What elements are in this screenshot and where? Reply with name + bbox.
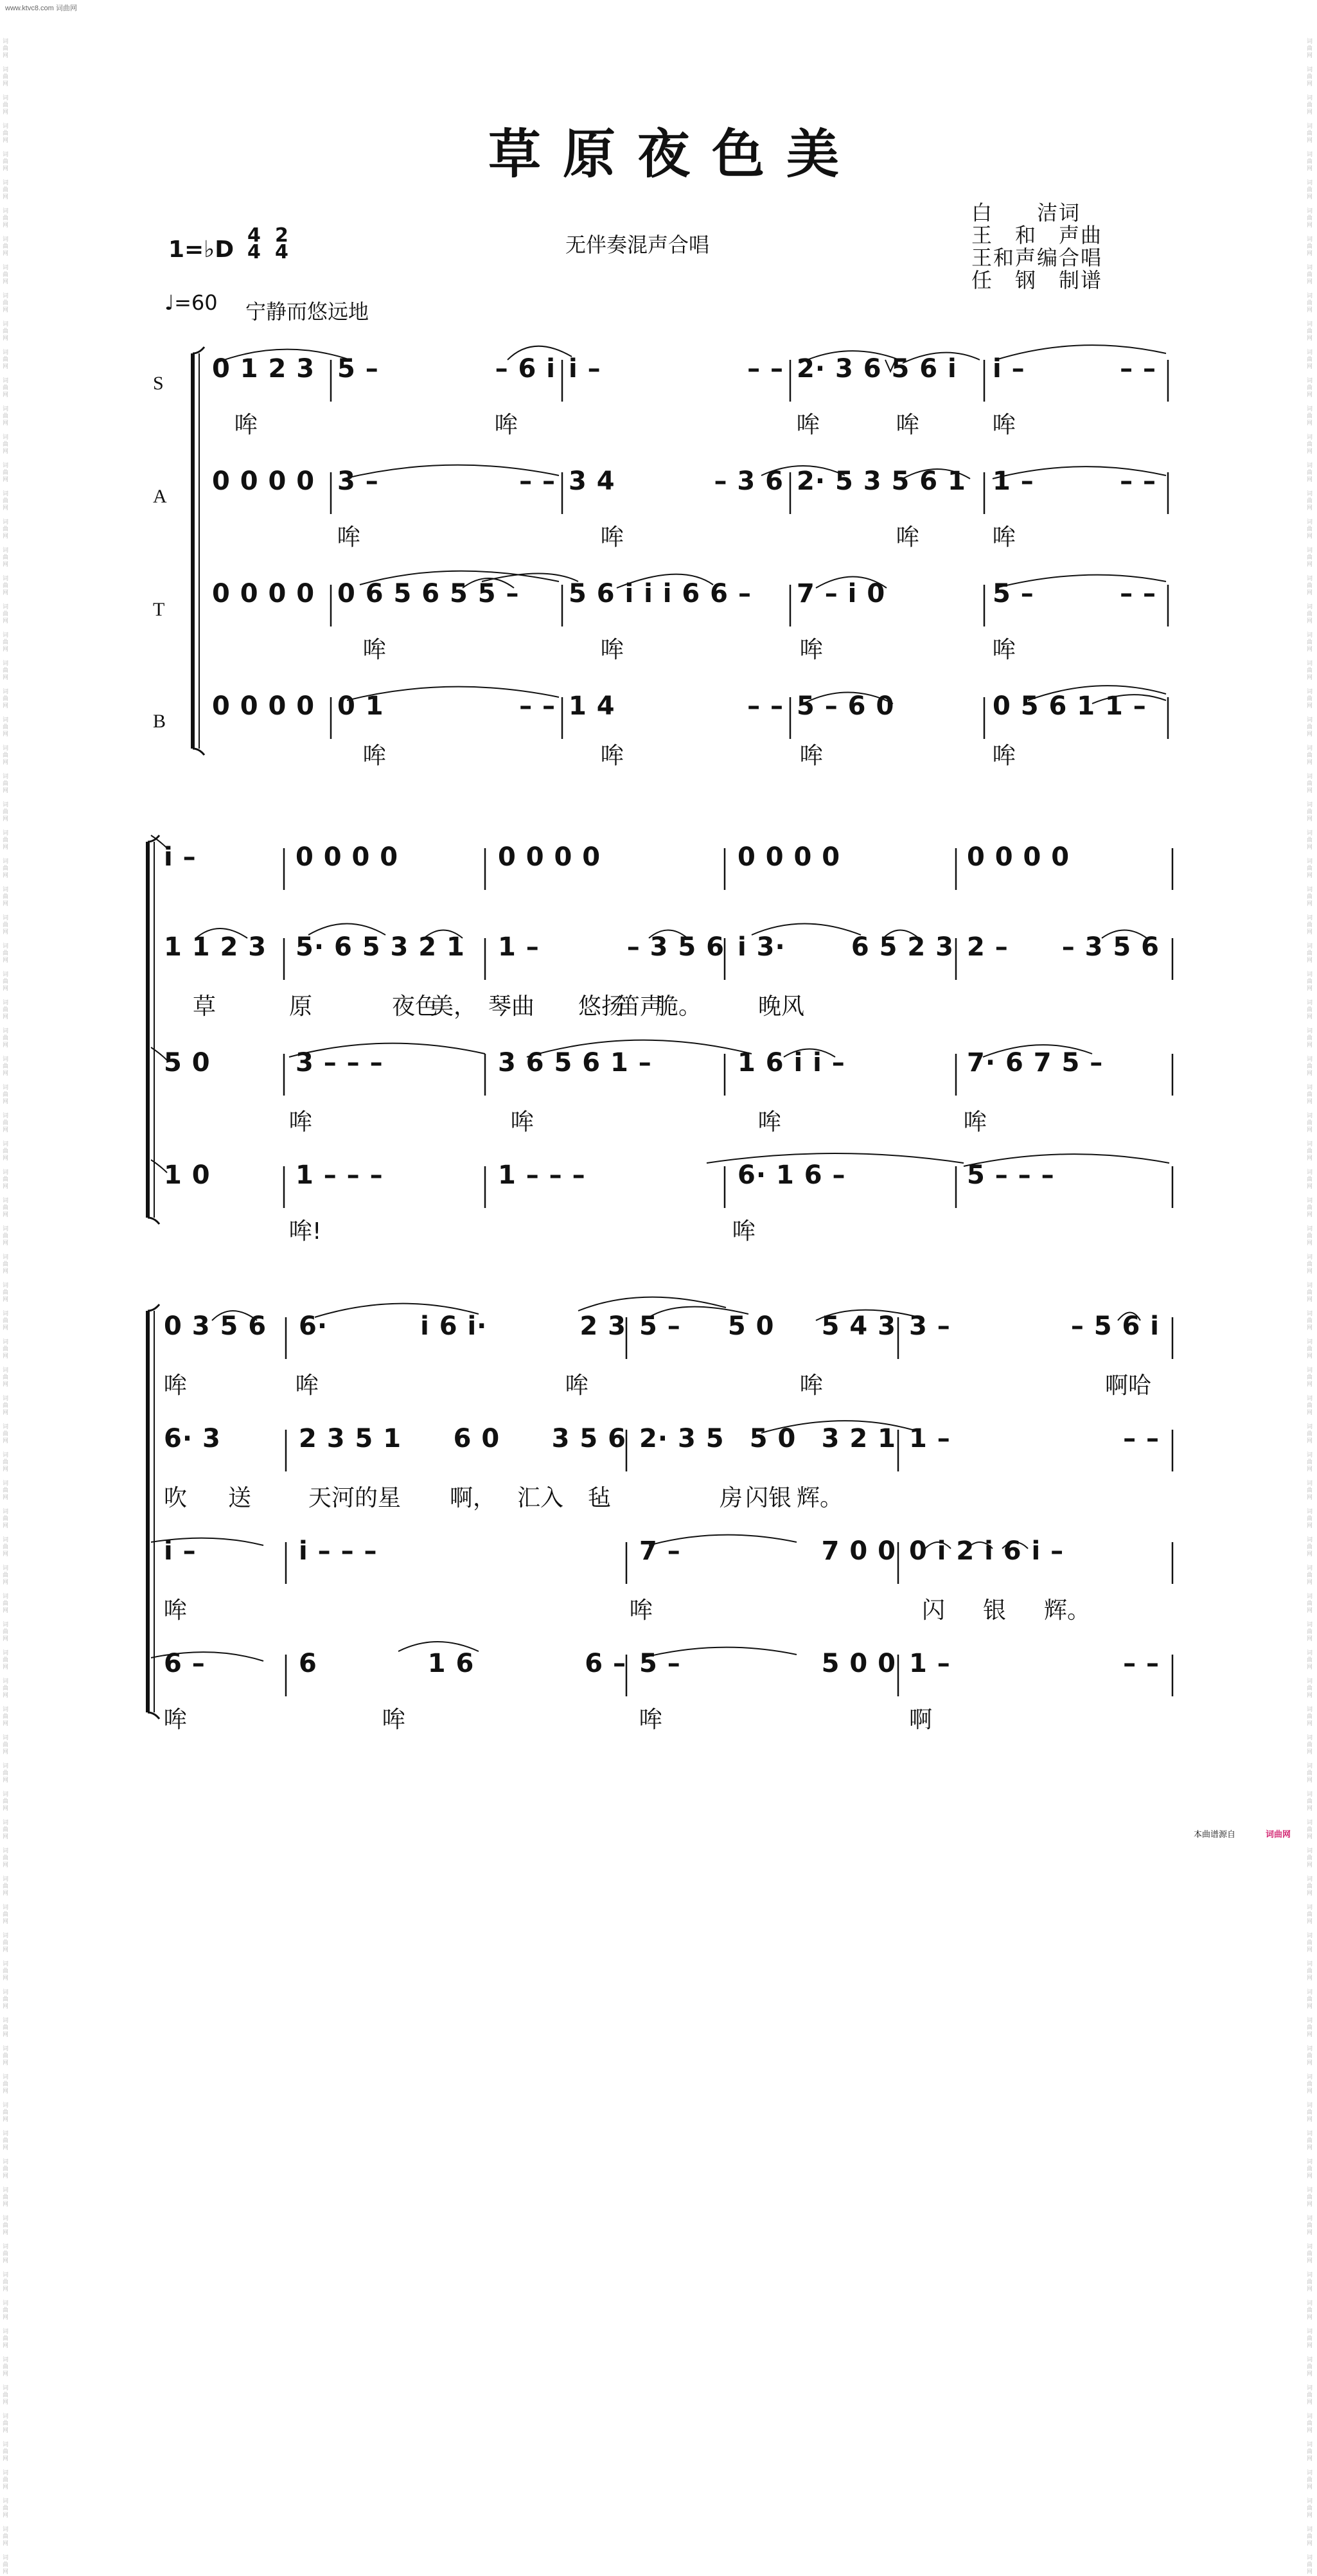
left-edge-watermark: 词 曲 网 词 曲 网 词 曲 网 词 曲 网 词 曲 网 词 曲 网 词 曲 网 词 曲 网 词 曲 网 词 曲 网 词 曲 网 词 曲 网 词 曲 网 词 曲 网 词 曲 网 词 曲 网 词 曲 网 词 曲 网 词 曲 网 词 曲 网 词 曲 网 词 曲 网 词 曲 网 词 曲 网 词 曲 网 词 曲 网 词 曲 网 词 曲 网 词 曲 网 词 曲 网 词 曲 网 词 曲 网 词 曲 网 词 曲 网 词 曲 网 词 曲 网 词 曲 网 词 曲 网 词 曲 网 词 曲 网 词 曲 网 词 曲 网 词 曲 网 词 曲 网 词 曲 网 词 曲 网 词 曲 网 词 曲 网 词 曲 网 词 曲 网 词 曲 网 词 曲 网 词 曲 网 词 曲 网 词 曲 网 词 曲 网 词 曲 网 词 曲 网 词 曲 网 词 曲 网 词 曲 网 词 曲 网 词 曲 网 词 曲 网 词 曲 网 词 曲 网 词 曲 网 词 曲 网 词 曲 网 词 曲 网 词 曲 网 词 曲 网 词 曲 网 词 曲 网 词 曲 网 词 曲 网 词 曲 网 词 曲 网 词 曲 网 词 曲 网 词 曲 网 词 曲 网 词 曲 网 词 曲 网 词 曲 网 词 曲 网 词 曲 网 词 曲 网 词 曲 网 词 曲 网 <box>3 39 9 2575</box>
lyric-syllable: 哞 <box>601 637 624 663</box>
lyric-syllable: 哞 <box>732 1218 756 1245</box>
lyric-syllable: 哞 <box>382 1707 406 1733</box>
lyric-syllable: 哞 <box>800 637 824 663</box>
system-3-row-1-measure-3 <box>639 1311 896 1341</box>
note-group: i 6 i· <box>420 1311 488 1341</box>
note-group: 1 6 i i – <box>738 1048 845 1078</box>
note-group: 5 0 <box>164 1048 211 1078</box>
system-3-row-3-measure-4 <box>909 1536 1160 1566</box>
system-3-row-3-measure-2 <box>299 1536 626 1566</box>
lyric-syllable: 哞 <box>234 412 258 438</box>
note-group: 5 – <box>337 354 379 384</box>
lyric-syllable: 脆。 <box>655 993 702 1020</box>
note-group: i – <box>164 1536 197 1566</box>
note-group: 3 – – – <box>296 1048 384 1078</box>
note-group: 7 0 0 <box>821 1536 896 1566</box>
system-2-row-1-measure-4 <box>738 842 954 872</box>
lyric-syllable: 哞 <box>639 1707 663 1733</box>
system-2-row-1-measure-2 <box>296 842 485 872</box>
note-group: 0 0 0 0 <box>212 691 315 721</box>
note-group: 0 1 2 3 <box>212 354 315 384</box>
system-2-row-2-measure-4 <box>738 932 954 962</box>
note-group: 5 – <box>993 579 1034 608</box>
system-1-row-1-measure-5 <box>993 354 1156 384</box>
note-group: 2 3 <box>579 1311 626 1341</box>
note-group: 1 – – – <box>296 1160 384 1190</box>
lyric-syllable: 笛声 <box>617 993 664 1020</box>
lyric-syllable: 哞 <box>164 1597 188 1624</box>
lyric-syllable: 哞 <box>630 1597 653 1624</box>
note-group: 6· <box>299 1311 328 1341</box>
system-1-row-3-measure-4 <box>797 579 980 608</box>
lyric-syllable: 辉。 <box>797 1485 844 1511</box>
note-group: 1 – <box>909 1424 951 1453</box>
note-group: – 3 5 6 <box>626 932 725 962</box>
note-group: 1 4 <box>569 691 615 721</box>
note-group: 5 6 i i i 6 6 – <box>569 579 752 608</box>
lyric-syllable: 闪银 <box>745 1485 792 1511</box>
note-group: 7· 6 7 5 – <box>967 1048 1104 1078</box>
lyric-syllable: 哞 <box>337 524 361 551</box>
note-group: 1 – <box>909 1649 951 1678</box>
time-signature-2-4: 2 4 <box>275 224 288 263</box>
credit-lyricist: 白 洁词 <box>971 200 1081 225</box>
lyric-syllable: 银 <box>983 1597 1007 1624</box>
note-group: 3 5 6 <box>551 1424 626 1453</box>
voice-label-tenor: T <box>153 599 165 620</box>
system-1-row-4-measure-3 <box>569 691 784 721</box>
lyric-syllable: 哞 <box>495 412 518 438</box>
note-group: 6 – <box>164 1649 206 1678</box>
note-group: – – <box>747 691 784 721</box>
lyric-syllable: 毡 <box>588 1485 612 1511</box>
lyric-syllable: 哞 <box>363 637 387 663</box>
expression-mark: 宁静而悠远地 <box>245 299 369 324</box>
system-2-row-2-measure-3 <box>498 932 725 962</box>
note-group: 2· 3 6 5 6 i <box>797 354 957 384</box>
note-group: – – <box>1120 579 1156 608</box>
note-group: 0 0 0 0 <box>212 579 315 608</box>
voice-label-bass: B <box>153 711 166 732</box>
note-group: 0 1 <box>337 691 384 721</box>
system-2-row-3-measure-1 <box>164 1048 283 1078</box>
note-group: 5 4 3 <box>821 1311 896 1341</box>
time-signature-4-4: 4 4 <box>247 224 261 263</box>
system-1-row-1-measure-4 <box>797 354 980 384</box>
note-group: i – <box>164 842 197 872</box>
lyric-syllable: 啊， <box>450 1485 497 1511</box>
lyric-syllable: 哞 <box>289 1109 313 1135</box>
system-1-row-2-measure-3 <box>569 466 784 496</box>
lyric-syllable: 啊哈 <box>1105 1372 1152 1399</box>
lyric-syllable: 哞 <box>601 743 624 769</box>
lyric-syllable: 吹 <box>164 1485 188 1511</box>
note-group: 7 – i 0 <box>797 579 886 608</box>
key-signature: 1=♭D <box>168 236 234 263</box>
lyric-syllable: 哞 <box>993 743 1016 769</box>
note-group: 6 5 2 3 <box>851 932 954 962</box>
note-group: 5 – – – <box>967 1160 1055 1190</box>
system-1-row-1-measure-3 <box>569 354 784 384</box>
note-group: 6 – <box>585 1649 626 1678</box>
note-group: 3 4 <box>569 466 615 496</box>
note-group: 3 6 5 6 1 – <box>498 1048 652 1078</box>
note-group: 6 0 <box>453 1424 500 1453</box>
lyric-syllable: 悠扬 <box>578 993 625 1020</box>
note-group: i 3· <box>738 932 786 962</box>
note-group: – 3 5 6 <box>1061 932 1160 962</box>
system-3-row-4-measure-3 <box>639 1649 896 1678</box>
system-2-row-2-measure-5 <box>967 932 1160 962</box>
lyric-syllable: 汇入 <box>517 1485 564 1511</box>
lyric-syllable: 哞 <box>800 1372 824 1399</box>
credit-engraver: 任 钢 制谱 <box>971 268 1103 292</box>
note-group: 2 3 5 1 <box>299 1424 402 1453</box>
voice-label-soprano: S <box>153 373 164 394</box>
tempo-mark: ♩=60 <box>164 290 218 315</box>
note-group: 0 0 0 0 <box>296 842 399 872</box>
lyric-syllable: 哞 <box>164 1372 188 1399</box>
system-3-row-2-measure-3 <box>639 1424 896 1453</box>
note-group: – 5 6 i <box>1070 1311 1160 1341</box>
lyric-syllable: 哞 <box>964 1109 987 1135</box>
system-3-row-4-measure-1 <box>164 1649 286 1678</box>
system-2-row-3-measure-5 <box>967 1048 1160 1078</box>
note-group: 5 0 0 <box>821 1649 896 1678</box>
note-group: i – <box>569 354 601 384</box>
system-3-row-4-measure-2 <box>299 1649 626 1678</box>
lyric-syllable: 哞 <box>565 1372 589 1399</box>
system-2-row-4-measure-4 <box>738 1160 954 1190</box>
note-group: 1 – <box>498 932 540 962</box>
note-group: – – <box>519 466 556 496</box>
system-2-row-1-measure-5 <box>967 842 1160 872</box>
lyric-syllable: 哞 <box>993 412 1016 438</box>
system-1-row-3-measure-2 <box>337 579 556 608</box>
note-group: 5· 6 5 3 2 1 <box>296 932 465 962</box>
footer-brand: 词曲网 <box>1266 1830 1291 1840</box>
system-2-row-2-measure-2 <box>296 932 485 962</box>
system-1-row-2-measure-2 <box>337 466 556 496</box>
lyric-syllable: 辉。 <box>1044 1597 1091 1624</box>
note-group: 1 – – – <box>498 1160 586 1190</box>
note-group: 5 0 <box>727 1311 775 1341</box>
note-group: 0 3 5 6 <box>164 1311 267 1341</box>
note-group: – – <box>747 354 784 384</box>
note-group: 1 – <box>993 466 1034 496</box>
note-group: – – <box>1120 466 1156 496</box>
note-group: 0 0 0 0 <box>498 842 601 872</box>
system-1-row-3-measure-1 <box>212 579 324 608</box>
note-group: 6· 1 6 – <box>738 1160 846 1190</box>
lyric-syllable: 哞 <box>363 743 387 769</box>
lyric-syllable: 晚风 <box>758 993 805 1020</box>
lyric-syllable: 哞 <box>601 524 624 551</box>
lyric-syllable: 美， <box>430 993 477 1020</box>
system-2-row-1-measure-1 <box>164 842 283 872</box>
credit-composer: 王 和 声曲 <box>971 223 1103 247</box>
note-group: – 3 6 <box>714 466 784 496</box>
system-1-row-1-measure-1 <box>212 354 324 384</box>
note-group: 7 – <box>639 1536 681 1566</box>
system-1-row-3-measure-5 <box>993 579 1156 608</box>
lyric-syllable: 哞 <box>296 1372 319 1399</box>
subtitle: 无伴奏混声合唱 <box>565 233 710 257</box>
lyric-syllable: 哞 <box>993 637 1016 663</box>
system-1-row-2-measure-5 <box>993 466 1156 496</box>
note-group: – – <box>1123 1649 1160 1678</box>
note-group: – – <box>1123 1424 1160 1453</box>
system-1-row-1-measure-2 <box>337 354 556 384</box>
note-group: 0 5 6 1 1 – <box>993 691 1147 721</box>
lyric-syllable: 闪 <box>922 1597 946 1624</box>
system-3-row-2-measure-1 <box>164 1424 286 1453</box>
system-1-row-2-measure-1 <box>212 466 324 496</box>
note-group: 5 0 <box>749 1424 797 1453</box>
system-3-row-1-measure-1 <box>164 1311 286 1341</box>
lyric-syllable: 哞 <box>800 743 824 769</box>
system-1-row-4-measure-5 <box>993 691 1156 721</box>
note-group: 3 – <box>909 1311 951 1341</box>
lyric-syllable: 哞 <box>797 412 820 438</box>
site-url: www.ktvc8.com 词曲网 <box>5 4 77 12</box>
note-group: i – <box>993 354 1025 384</box>
system-1-row-3-measure-3 <box>569 579 784 608</box>
system-2-row-3-measure-4 <box>738 1048 954 1078</box>
lyric-syllable: 啊 <box>909 1707 933 1733</box>
system-3-row-3-measure-1 <box>164 1536 286 1566</box>
note-group: 2 – <box>967 932 1009 962</box>
page-title: 草原夜色美 <box>488 123 862 185</box>
system-3-row-1-measure-2 <box>299 1311 626 1341</box>
system-2-row-3-measure-2 <box>296 1048 485 1078</box>
lyric-syllable: 天河的星 <box>308 1485 402 1511</box>
note-group: 1 0 <box>164 1160 211 1190</box>
note-group: 0 6 5 6 5 5 – <box>337 579 520 608</box>
lyric-syllable: 送 <box>228 1485 252 1511</box>
note-group: – – <box>519 691 556 721</box>
system-1-row-4-measure-4 <box>797 691 980 721</box>
note-group: i – – – <box>299 1536 378 1566</box>
note-group: 2· 3 5 <box>639 1424 725 1453</box>
lyric-syllable: 夜色 <box>392 993 439 1020</box>
system-3-row-2-measure-4 <box>909 1424 1160 1453</box>
system-1-row-4-measure-1 <box>212 691 324 721</box>
footer-source: 本曲谱源自 <box>1194 1830 1236 1840</box>
note-group: 5 – <box>639 1649 681 1678</box>
lyric-syllable: 琴曲 <box>488 993 535 1020</box>
system-1-row-4-measure-2 <box>337 691 556 721</box>
note-group: – – <box>1120 354 1156 384</box>
lyric-syllable: 哞 <box>511 1109 535 1135</box>
system-2-row-4-measure-5 <box>967 1160 1160 1190</box>
note-group: 6· 3 <box>164 1424 221 1453</box>
right-edge-watermark: 词 曲 网 词 曲 网 词 曲 网 词 曲 网 词 曲 网 词 曲 网 词 曲 网 词 曲 网 词 曲 网 词 曲 网 词 曲 网 词 曲 网 词 曲 网 词 曲 网 词 曲 网 词 曲 网 词 曲 网 词 曲 网 词 曲 网 词 曲 网 词 曲 网 词 曲 网 词 曲 网 词 曲 网 词 曲 网 词 曲 网 词 曲 网 词 曲 网 词 曲 网 词 曲 网 词 曲 网 词 曲 网 词 曲 网 词 曲 网 词 曲 网 词 曲 网 词 曲 网 词 曲 网 词 曲 网 词 曲 网 词 曲 网 词 曲 网 词 曲 网 词 曲 网 词 曲 网 词 曲 网 词 曲 网 词 曲 网 词 曲 网 词 曲 网 词 曲 网 词 曲 网 词 曲 网 词 曲 网 词 曲 网 词 曲 网 词 曲 网 词 曲 网 词 曲 网 词 曲 网 词 曲 网 词 曲 网 词 曲 网 词 曲 网 词 曲 网 词 曲 网 词 曲 网 词 曲 网 词 曲 网 词 曲 网 词 曲 网 词 曲 网 词 曲 网 词 曲 网 词 曲 网 词 曲 网 词 曲 网 词 曲 网 词 曲 网 词 曲 网 词 曲 网 词 曲 网 词 曲 网 词 曲 网 词 曲 网 词 曲 网 词 曲 网 词 曲 网 词 曲 网 词 曲 网 <box>1307 39 1313 2575</box>
lyric-syllable: 哞 <box>993 524 1016 551</box>
lyric-syllable: 哞 <box>896 412 920 438</box>
note-group: 0 0 0 0 <box>738 842 841 872</box>
note-group: 0 0 0 0 <box>967 842 1070 872</box>
system-2-row-4-measure-1 <box>164 1160 283 1190</box>
note-group: – 6 i <box>495 354 556 384</box>
system-3-row-4-measure-4 <box>909 1649 1160 1678</box>
voice-label-alto: A <box>153 486 167 507</box>
note-group: 3 – <box>337 466 379 496</box>
lyric-syllable: 哞! <box>289 1218 322 1245</box>
note-group: 5 – <box>639 1311 681 1341</box>
system-3-row-1-measure-4 <box>909 1311 1160 1341</box>
lyric-syllable: 草 <box>193 993 217 1020</box>
note-group: 0 i 2 i 6 i – <box>909 1536 1065 1566</box>
system-2-row-2-measure-1 <box>164 932 283 962</box>
system-3-row-3-measure-3 <box>639 1536 896 1566</box>
note-group: 1 1 2 3 <box>164 932 267 962</box>
note-group: 0 0 0 0 <box>212 466 315 496</box>
note-group: 5 – 6 0 <box>797 691 895 721</box>
system-3-row-2-measure-2 <box>299 1424 626 1453</box>
note-group: 6 <box>299 1649 317 1678</box>
lyric-syllable: 房 <box>720 1485 743 1511</box>
credit-arranger: 王和声编合唱 <box>971 245 1103 270</box>
system-2-row-4-measure-3 <box>498 1160 725 1190</box>
lyric-syllable: 哞 <box>896 524 920 551</box>
lyric-syllable: 哞 <box>164 1707 188 1733</box>
note-group: 2· 5 3 5 6 1 <box>797 466 966 496</box>
lyric-syllable: 原 <box>289 993 313 1020</box>
system-2-row-3-measure-3 <box>498 1048 725 1078</box>
system-2-row-1-measure-3 <box>498 842 725 872</box>
note-group: 3 2 1 <box>821 1424 896 1453</box>
note-group: 1 6 <box>427 1649 475 1678</box>
lyric-syllable: 哞 <box>758 1109 782 1135</box>
system-1-row-2-measure-4 <box>797 466 980 496</box>
system-2-row-4-measure-2 <box>296 1160 485 1190</box>
